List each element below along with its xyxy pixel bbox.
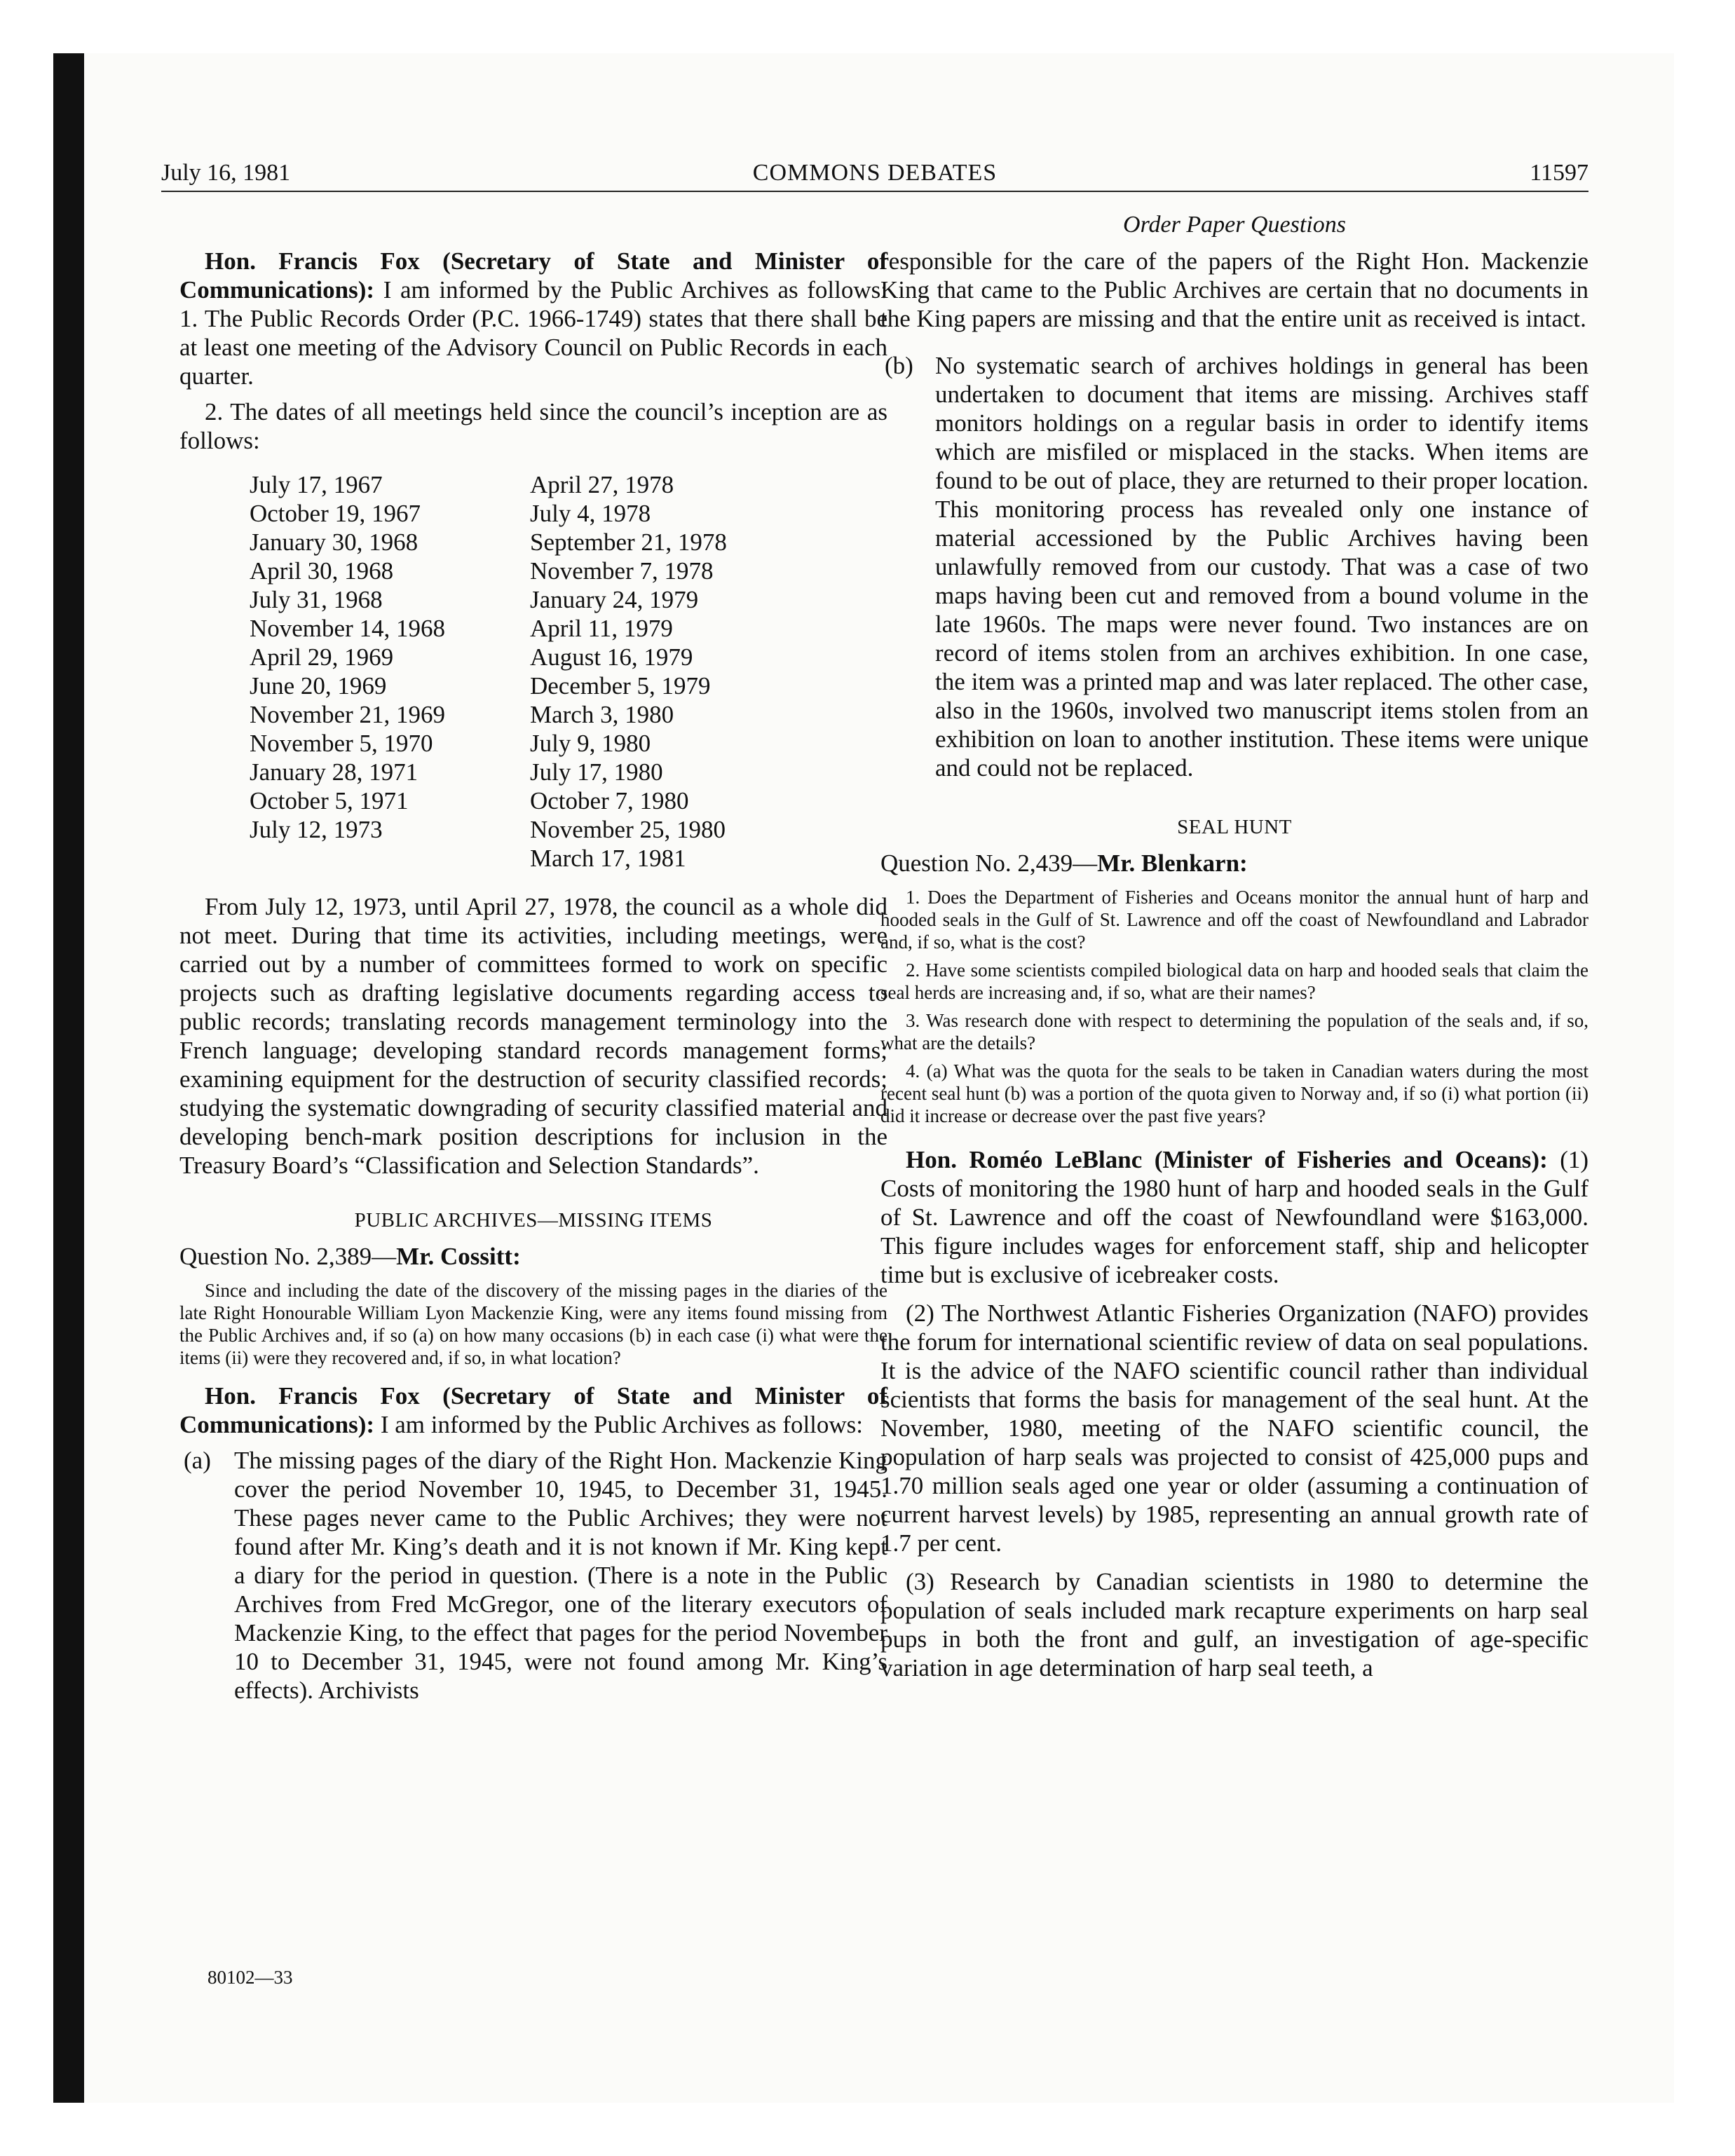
item-text: The missing pages of the diary of the Right Hon. Mackenzie King cover the period November 10, 1945, to December 31, 1945. These pages never came to the Public Archives; they were not found after Mr. King’s death and it is not known if Mr. King kept a diary for the period in question. (There is a note in the Public Archives from Fred McGregor, one of the literary executors of Mackenzie King, to the effect that pages for the period November 10 to December 31, 1945, were not found among Mr. King’s effects). Archivists: [234, 1447, 887, 1704]
question-item-3: 3. Was research done with respect to determining the population of the seals and, if so, what are the details?: [880, 1010, 1588, 1053]
question-item-4: 4. (a) What was the quota for the seals to be taken in Canadian waters during the most recent seal hunt (b) was a portion of the quota given to Norway and, if so (i) what portion (ii) did it increase or decrease over the past five years?: [880, 1060, 1588, 1126]
question-line-2439: [880, 849, 1588, 878]
speaker-name: Hon. Roméo LeBlanc (Minister of Fisheries and Oceans):: [906, 1146, 1548, 1173]
answer-seal-2: (2) The Northwest Atlantic Fisheries Organization (NAFO) provides the forum for international scientific review of data on seal populations. It is the advice of the NAFO scientific council rather than individual scientists that forms the basis for management of the seal hunt. At the November, 1980, meeting of the NAFO scientific council, the population of harp seals was projected to consist of 425,000 pups and 1.70 million seals aged one year or older (assuming a continuation of current harvest levels) by 1985, representing an annual growth rate of 1.7 per cent.: [880, 1299, 1588, 1557]
answer-item-a: [179, 1446, 887, 1705]
answer-text: I am informed by the Public Archives as follows: 1. The Public Records Order (P.C. 1966-1749) states that there shall be at least one meeting of the Advisory Council on Public Records in each quarter.: [179, 276, 887, 390]
date-item: November 5, 1970: [250, 730, 433, 757]
continued-paragraph: responsible for the care of the papers of the Right Hon. Mackenzie King that came to the Public Archives are certain that no documents in the King papers are missing and that the entire unit as received is intact.: [880, 247, 1588, 332]
answer-paragraph-2: 2. The dates of all meetings held since the council’s inception are as follows:: [179, 398, 887, 454]
answer-seal-1: [880, 1145, 1588, 1289]
running-header: [161, 160, 1588, 192]
date-item: September 21, 1978: [530, 528, 727, 556]
subject-heading-public-archives: PUBLIC ARCHIVES—MISSING ITEMS: [354, 1209, 713, 1231]
subject-heading-seal-hunt: SEAL HUNT: [1177, 816, 1292, 838]
date-item: April 30, 1968: [250, 557, 394, 585]
right-column: [880, 247, 1588, 1689]
item-label: (b): [885, 352, 913, 379]
dates-column-1: [250, 470, 530, 873]
date-item: November 7, 1978: [530, 557, 714, 585]
speaker-name: Hon. Francis Fox (Secretary of State and Minister of Communications):: [179, 1382, 887, 1438]
question-text-2389: Since and including the date of the discovery of the missing pages in the diaries of the late Right Honourable William Lyon Mackenzie King, were any items found missing from the Public Archives and, if so (a) on how many occasions (b) in each case (i) what were the items (ii) were they recovered and, if so, in what location?: [179, 1280, 887, 1368]
answer-text: (1) Costs of monitoring the 1980 hunt of harp and hooded seals in the Gulf of St. Lawrence and off the coast of Newfoundland were $163,000. This figure includes wages for enforcement staff, ship and helicopter time but is exclusive of icebreaker costs.: [880, 1146, 1588, 1288]
date-item: January 30, 1968: [250, 528, 419, 556]
date-item: November 14, 1968: [250, 615, 445, 642]
answer-paragraph-3: From July 12, 1973, until April 27, 1978, the council as a whole did not meet. During that time its activities, including meetings, were carried out by a number of committees formed to work on specific projects such as drafting legislative documents regarding access to public records; translating records management terminology into the French language; developing standard records management forms; examining equipment for the destruction of security classified records; studying the systematic downgrading of security classified material and developing bench-mark position descriptions for inclusion in the Treasury Board’s “Classification and Selection Standards”.: [179, 893, 887, 1179]
answer-seal-3: (3) Research by Canadian scientists in 1980 to determine the population of seals included mark recapture experiments on harp seal pups in both the front and gulf, an investigation of age-specific variation in age determination of harp seal teeth, a: [880, 1568, 1588, 1681]
date-item: April 29, 1969: [250, 643, 394, 671]
question-member: Mr. Cossitt:: [396, 1243, 521, 1270]
date-item: July 12, 1973: [250, 816, 383, 843]
date-item: December 5, 1979: [530, 672, 711, 700]
item-label: (a): [184, 1447, 211, 1474]
speaker-name: Hon. Francis Fox (Secretary of State and Minister of Communications):: [179, 247, 887, 303]
item-text: No systematic search of archives holdings in general has been undertaken to document that items are missing. Archives staff monitors holdings on a regular basis in order to identify items which are misfiled or misplaced in the stacks. When items are found to be out of place, they are returned to their proper location. This monitoring process has revealed only one instance of material accessioned by the Public Archives having been unlawfully removed from our custody. That was a case of two maps having been cut and removed from a bound volume in the late 1960s. The maps were never found. Two instances are on record of items stolen from an archives exhibition. In one case, the item was a printed map and was later replaced. The other case, also in the 1960s, involved two manuscript items stolen from an exhibition on loan to another institution. These items were unique and could not be replaced.: [935, 352, 1588, 782]
scan-edge-bar: [53, 53, 84, 2103]
answer-text: I am informed by the Public Archives as follows:: [374, 1411, 864, 1438]
date-item: January 24, 1979: [530, 586, 699, 613]
date-item: August 16, 1979: [530, 643, 693, 671]
date-item: April 11, 1979: [530, 615, 673, 642]
date-item: January 28, 1971: [250, 758, 419, 786]
left-column: [179, 247, 887, 1712]
date-item: July 17, 1967: [250, 471, 383, 498]
date-item: March 17, 1981: [530, 845, 686, 872]
date-item: June 20, 1969: [250, 672, 387, 700]
date-item: July 31, 1968: [250, 586, 383, 613]
date-item: November 25, 1980: [530, 816, 726, 843]
question-number: Question No. 2,389—: [179, 1243, 397, 1270]
print-code: 80102—33: [207, 1967, 293, 1988]
header-page-number: 11597: [1530, 160, 1588, 186]
question-number: Question No. 2,439—: [880, 850, 1098, 877]
date-item: October 19, 1967: [250, 500, 421, 527]
date-item: July 4, 1978: [530, 500, 651, 527]
question-item-1: 1. Does the Department of Fisheries and Oceans monitor the annual hunt of harp and hooded seals in the Gulf of St. Lawrence and off the coast of Newfoundland and Labrador and, if so, what is the cost?: [880, 887, 1588, 953]
answer-paragraph-4: [179, 1381, 887, 1439]
question-line-2389: [179, 1242, 887, 1271]
header-title: COMMONS DEBATES: [752, 160, 998, 186]
date-item: October 7, 1980: [530, 787, 689, 814]
dates-column-2: [530, 470, 810, 873]
section-heading: Order Paper Questions: [1123, 212, 1346, 238]
date-item: April 27, 1978: [530, 471, 674, 498]
date-item: March 3, 1980: [530, 701, 674, 728]
date-item: July 17, 1980: [530, 758, 663, 786]
answer-item-b: [880, 351, 1588, 782]
header-date: July 16, 1981: [161, 160, 291, 186]
meeting-dates-table: [250, 470, 887, 873]
question-member: Mr. Blenkarn:: [1097, 850, 1248, 877]
date-item: July 9, 1980: [530, 730, 651, 757]
answer-paragraph-1: [179, 247, 887, 390]
date-item: October 5, 1971: [250, 787, 409, 814]
date-item: November 21, 1969: [250, 701, 445, 728]
question-item-2: 2. Have some scientists compiled biological data on harp and hooded seals that claim the seal herds are increasing and, if so, what are their names?: [880, 960, 1588, 1003]
